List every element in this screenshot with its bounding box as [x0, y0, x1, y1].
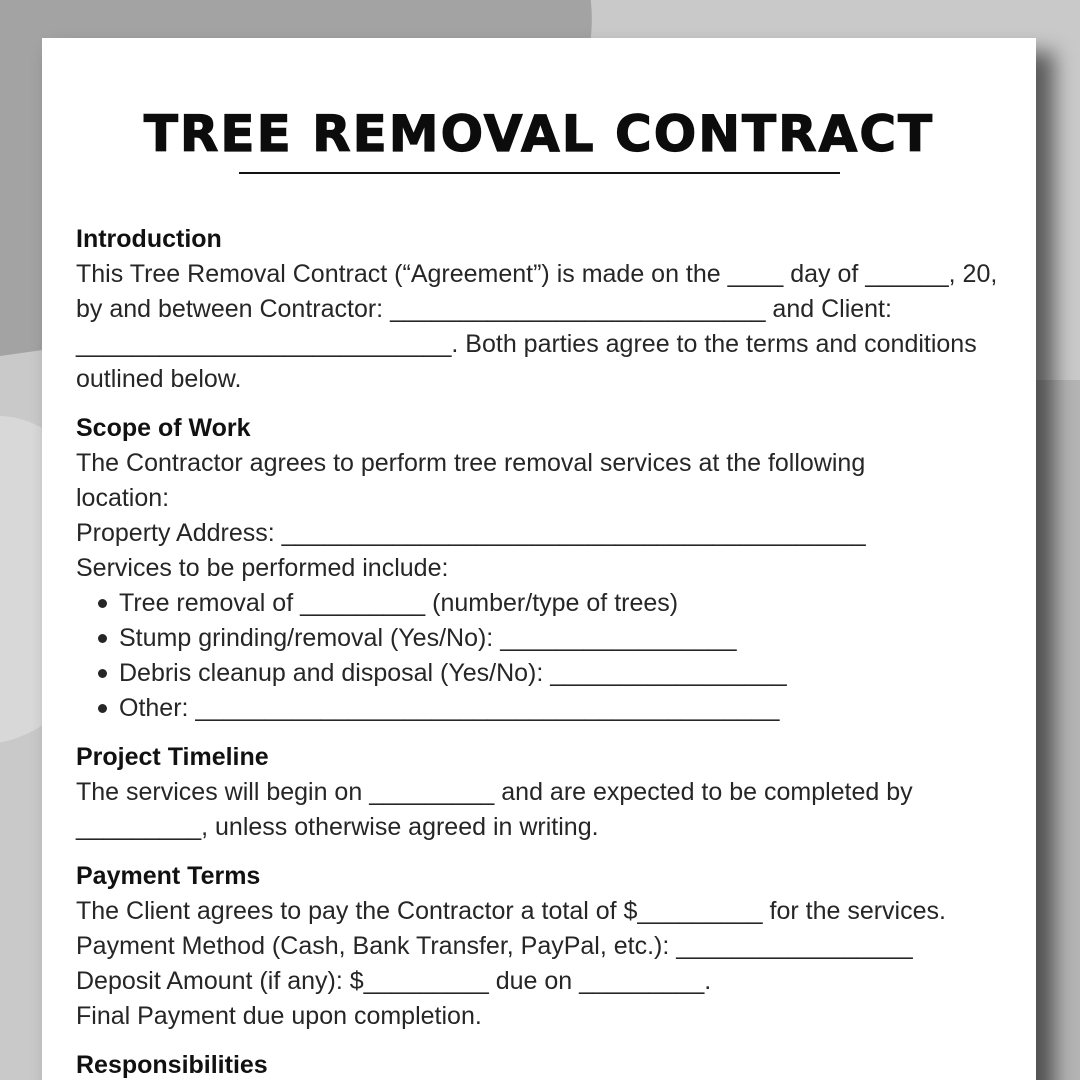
section-project-timeline: [76, 740, 1036, 845]
text-line: Payment Method (Cash, Bank Transfer, PayPal, etc.): _________________: [76, 932, 913, 960]
section-heading: Responsibilities: [76, 1051, 268, 1079]
section-heading: Project Timeline: [76, 743, 269, 771]
document-body: [76, 222, 1036, 1080]
text-line: This Tree Removal Contract (“Agreement”) is made on the ____ day of ______, 20,: [76, 260, 998, 288]
bullet-icon: [98, 669, 107, 678]
list-item-text: Debris cleanup and disposal (Yes/No): _________________: [119, 659, 787, 687]
text-line: Services to be performed include:: [76, 554, 449, 582]
text-line: outlined below.: [76, 365, 242, 393]
list-item-text: Stump grinding/removal (Yes/No): _________________: [119, 624, 737, 652]
text-line: The services will begin on _________ and are expected to be completed by: [76, 778, 913, 806]
text-line: by and between Contractor: ___________________________ and Client:: [76, 295, 892, 323]
section-payment-terms: [76, 859, 1036, 1034]
services-list: [76, 586, 1036, 726]
title-underline: [239, 172, 840, 174]
section-introduction: [76, 222, 1036, 397]
list-item-text: Other: __________________________________________: [119, 694, 780, 722]
list-item: [98, 621, 1036, 656]
section-heading: Payment Terms: [76, 862, 261, 890]
list-item-text: Tree removal of _________ (number/type of trees): [119, 589, 679, 617]
text-line: The Client agrees to pay the Contractor a total of $_________ for the services.: [76, 897, 946, 925]
text-line: Final Payment due upon completion.: [76, 1002, 482, 1030]
list-item: [98, 691, 1036, 726]
bullet-icon: [98, 634, 107, 643]
section-responsibilities: [76, 1048, 1036, 1080]
text-line: _________, unless otherwise agreed in writing.: [76, 813, 599, 841]
text-line: Deposit Amount (if any): $_________ due on _________.: [76, 967, 712, 995]
document-title: TREE REMOVAL CONTRACT: [143, 105, 935, 163]
section-heading: Introduction: [76, 225, 222, 253]
text-line: Property Address: __________________________________________: [76, 519, 866, 547]
list-item: [98, 586, 1036, 621]
text-line: ___________________________. Both parties agree to the terms and conditions: [76, 330, 977, 358]
section-scope-of-work: [76, 411, 1036, 726]
text-line: The Contractor agrees to perform tree removal services at the following: [76, 449, 866, 477]
text-line: location:: [76, 484, 170, 512]
bullet-icon: [98, 599, 107, 608]
list-item: [98, 656, 1036, 691]
section-heading: Scope of Work: [76, 414, 251, 442]
bullet-icon: [98, 704, 107, 713]
